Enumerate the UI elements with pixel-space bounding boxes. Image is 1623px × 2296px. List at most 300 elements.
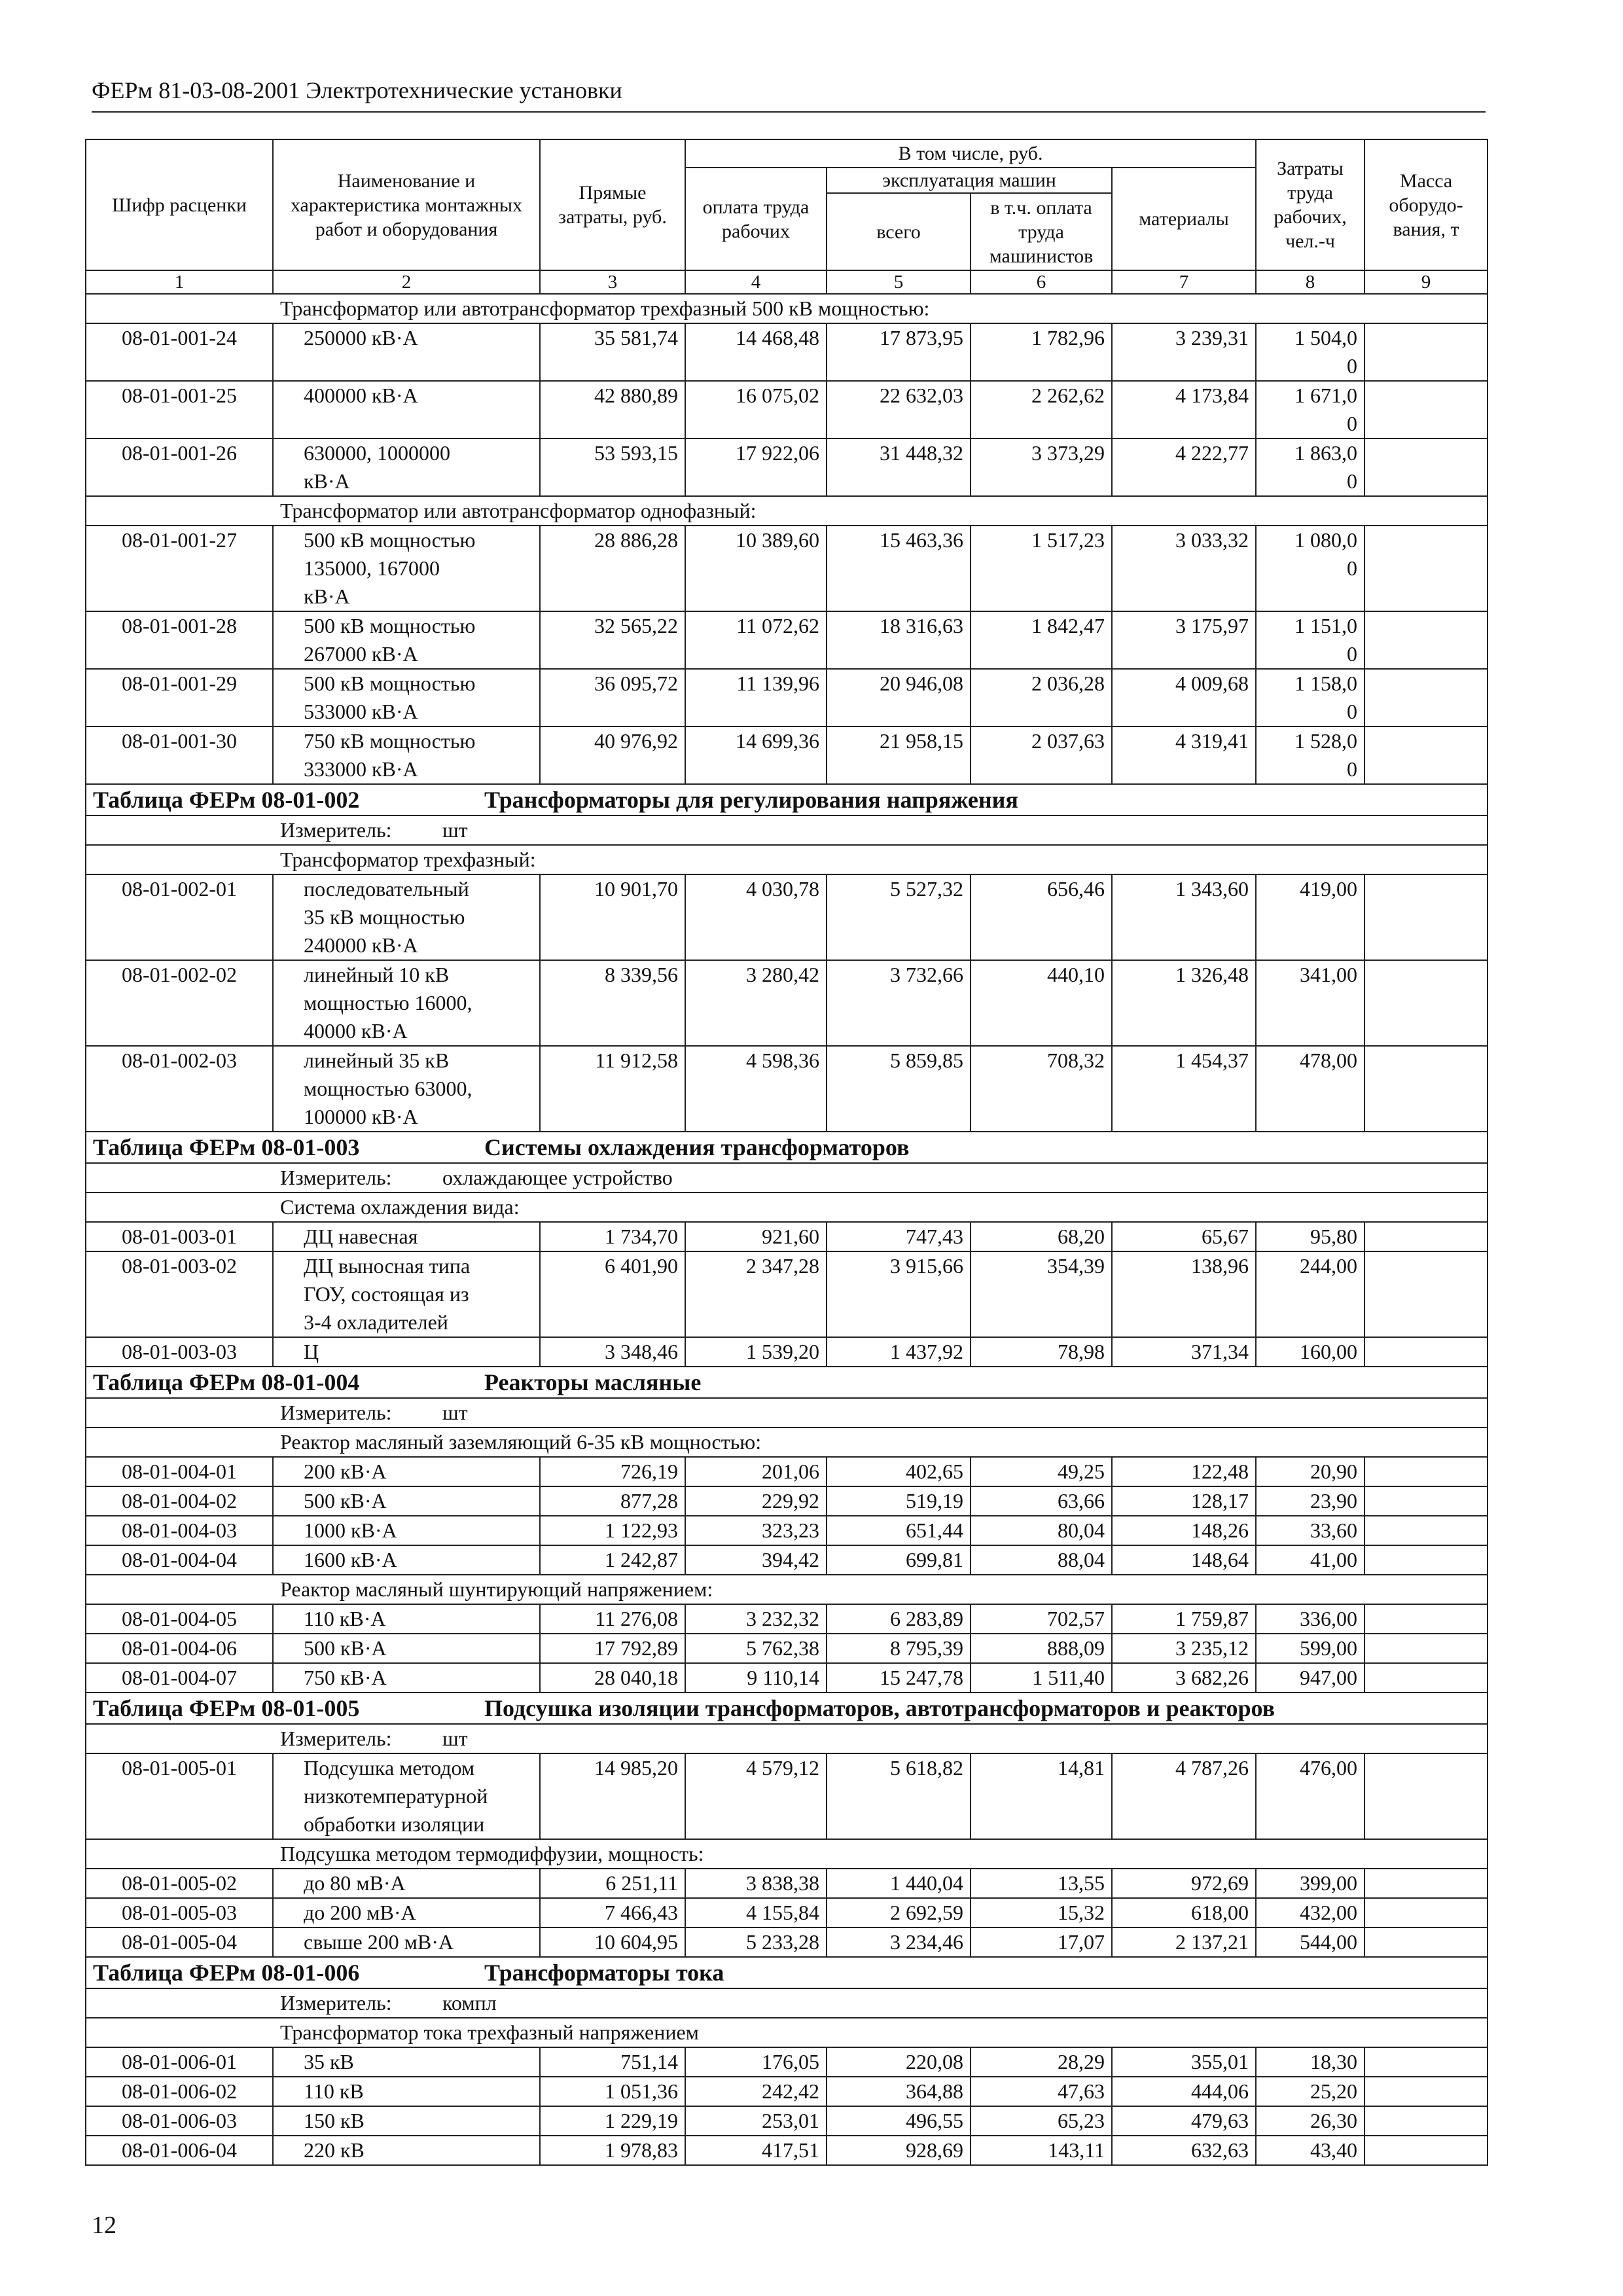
machines-total: 3 234,46	[827, 1928, 971, 1957]
measure-label: Измеритель:	[280, 818, 392, 842]
machines-total: 1 437,92	[827, 1337, 971, 1367]
work-name: свыше 200 мВ·А	[273, 1928, 540, 1957]
direct-cost: 11 276,08	[540, 1604, 685, 1634]
table-title-text: Подсушка изоляции трансформаторов, автотрансформаторов и реакторов	[484, 1695, 1275, 1721]
group-heading	[86, 294, 1488, 323]
measure-row	[86, 1988, 1488, 2018]
labor-pay: 417,51	[685, 2136, 827, 2165]
labor-hours: 1 504,0 0	[1256, 323, 1364, 381]
materials-cost: 1 759,87	[1112, 1604, 1256, 1634]
labor-hours: 41,00	[1256, 1545, 1364, 1575]
measure-unit	[86, 1988, 1488, 2018]
materials-cost: 4 009,68	[1112, 669, 1256, 726]
labor-hours: 341,00	[1256, 960, 1364, 1046]
materials-cost: 1 343,60	[1112, 874, 1256, 960]
machines-total: 5 859,85	[827, 1046, 971, 1132]
rate-code: 08-01-001-29	[86, 669, 273, 726]
group-heading	[86, 1575, 1488, 1604]
labor-hours: 26,30	[1256, 2106, 1364, 2136]
equipment-mass	[1364, 611, 1488, 669]
direct-cost: 10 901,70	[540, 874, 685, 960]
column-number: 2	[273, 270, 540, 294]
materials-cost: 371,34	[1112, 1337, 1256, 1367]
table-row	[86, 1869, 1488, 1898]
work-name: 500 кВ·А	[273, 1486, 540, 1516]
machines-total: 928,69	[827, 2136, 971, 2165]
machinists-pay: 3 373,29	[971, 439, 1112, 496]
table-title	[86, 1132, 1488, 1163]
table-row	[86, 1545, 1488, 1575]
table-row	[86, 611, 1488, 669]
measure-row	[86, 1163, 1488, 1193]
table-row	[86, 323, 1488, 381]
materials-cost: 3 175,97	[1112, 611, 1256, 669]
materials-cost: 4 787,26	[1112, 1753, 1256, 1839]
header-code: Шифр расценки	[86, 139, 273, 270]
materials-cost: 632,63	[1112, 2136, 1256, 2165]
machinists-pay: 78,98	[971, 1337, 1112, 1367]
rate-code: 08-01-004-07	[86, 1663, 273, 1693]
machinists-pay: 28,29	[971, 2047, 1112, 2077]
labor-pay: 17 922,06	[685, 439, 827, 496]
work-name: до 80 мВ·А	[273, 1869, 540, 1898]
materials-cost: 444,06	[1112, 2077, 1256, 2106]
measure-row	[86, 1398, 1488, 1427]
machinists-pay: 68,20	[971, 1222, 1112, 1251]
table-row	[86, 2047, 1488, 2077]
rate-code: 08-01-006-04	[86, 2136, 273, 2165]
machines-total: 8 795,39	[827, 1634, 971, 1663]
machinists-pay: 354,39	[971, 1251, 1112, 1337]
materials-cost: 618,00	[1112, 1898, 1256, 1928]
labor-pay: 9 110,14	[685, 1663, 827, 1693]
materials-cost: 65,67	[1112, 1222, 1256, 1251]
labor-hours: 419,00	[1256, 874, 1364, 960]
direct-cost: 40 976,92	[540, 726, 685, 784]
rate-code: 08-01-005-03	[86, 1898, 273, 1928]
page-number: 12	[92, 2212, 116, 2239]
direct-cost: 11 912,58	[540, 1046, 685, 1132]
work-name: 110 кВ·А	[273, 1604, 540, 1634]
machinists-pay: 708,32	[971, 1046, 1112, 1132]
table-title-row	[86, 1367, 1488, 1398]
equipment-mass	[1364, 1898, 1488, 1928]
machinists-pay: 80,04	[971, 1516, 1112, 1545]
work-name: 1000 кВ·А	[273, 1516, 540, 1545]
column-numbers-row	[86, 270, 1488, 294]
measure-row	[86, 816, 1488, 845]
machines-total: 15 247,78	[827, 1663, 971, 1693]
labor-hours: 478,00	[1256, 1046, 1364, 1132]
table-row	[86, 1634, 1488, 1663]
rate-code: 08-01-004-04	[86, 1545, 273, 1575]
labor-pay: 921,60	[685, 1222, 827, 1251]
labor-pay: 5 762,38	[685, 1634, 827, 1663]
labor-hours: 33,60	[1256, 1516, 1364, 1545]
machinists-pay: 15,32	[971, 1898, 1112, 1928]
measure-label: Измеритель:	[280, 1991, 392, 2015]
machines-total: 5 527,32	[827, 874, 971, 960]
table-row	[86, 1251, 1488, 1337]
direct-cost: 32 565,22	[540, 611, 685, 669]
materials-cost: 3 239,31	[1112, 323, 1256, 381]
machines-total: 651,44	[827, 1516, 971, 1545]
machines-total: 2 692,59	[827, 1898, 971, 1928]
header-direct-cost: Прямые затраты, руб.	[540, 139, 685, 270]
rate-code: 08-01-005-02	[86, 1869, 273, 1898]
labor-hours: 1 158,0 0	[1256, 669, 1364, 726]
direct-cost: 28 040,18	[540, 1663, 685, 1693]
labor-pay: 323,23	[685, 1516, 827, 1545]
machines-total: 364,88	[827, 2077, 971, 2106]
column-number: 3	[540, 270, 685, 294]
materials-cost: 4 319,41	[1112, 726, 1256, 784]
direct-cost: 35 581,74	[540, 323, 685, 381]
machinists-pay: 888,09	[971, 1634, 1112, 1663]
rate-code: 08-01-004-03	[86, 1516, 273, 1545]
equipment-mass	[1364, 874, 1488, 960]
work-name: ДЦ навесная	[273, 1222, 540, 1251]
work-name: 630000, 1000000 кВ·А	[273, 439, 540, 496]
machines-total: 496,55	[827, 2106, 971, 2136]
table-code: Таблица ФЕРм 08-01-003	[93, 1134, 360, 1160]
header-machinists: в т.ч. оплата труда машинистов	[971, 193, 1112, 270]
table-row	[86, 381, 1488, 439]
labor-hours: 1 080,0 0	[1256, 526, 1364, 611]
table-row	[86, 2106, 1488, 2136]
equipment-mass	[1364, 2047, 1488, 2077]
measure-value: шт	[442, 818, 468, 842]
group-heading-text: Реактор масляный заземляющий 6-35 кВ мощностью:	[280, 1430, 762, 1454]
header-mass: Масса оборудо-вания, т	[1364, 139, 1488, 270]
equipment-mass	[1364, 726, 1488, 784]
labor-pay: 11 072,62	[685, 611, 827, 669]
table-title-text: Реакторы масляные	[484, 1369, 702, 1395]
column-number: 9	[1364, 270, 1488, 294]
table-row	[86, 1516, 1488, 1545]
direct-cost: 8 339,56	[540, 960, 685, 1046]
group-heading-text: Трансформатор или автотрансформатор трехфазный 500 кВ мощностью:	[280, 296, 930, 320]
equipment-mass	[1364, 526, 1488, 611]
measure-value: шт	[442, 1401, 468, 1424]
materials-cost: 3 033,32	[1112, 526, 1256, 611]
table-row	[86, 2136, 1488, 2165]
group-heading-row	[86, 2018, 1488, 2047]
machinists-pay: 2 036,28	[971, 669, 1112, 726]
machinists-pay: 702,57	[971, 1604, 1112, 1634]
materials-cost: 2 137,21	[1112, 1928, 1256, 1957]
labor-pay: 3 232,32	[685, 1604, 827, 1634]
group-heading-row	[86, 1193, 1488, 1222]
machines-total: 22 632,03	[827, 381, 971, 439]
rate-code: 08-01-005-04	[86, 1928, 273, 1957]
work-name: 500 кВ·А	[273, 1634, 540, 1663]
rate-code: 08-01-004-05	[86, 1604, 273, 1634]
table-title-text: Трансформаторы для регулирования напряжения	[484, 787, 1018, 813]
rate-code: 08-01-002-03	[86, 1046, 273, 1132]
machines-total: 1 440,04	[827, 1869, 971, 1898]
machines-total: 3 732,66	[827, 960, 971, 1046]
equipment-mass	[1364, 1222, 1488, 1251]
labor-pay: 4 579,12	[685, 1753, 827, 1839]
labor-pay: 242,42	[685, 2077, 827, 2106]
direct-cost: 726,19	[540, 1457, 685, 1486]
table-row	[86, 1663, 1488, 1693]
equipment-mass	[1364, 2106, 1488, 2136]
table-row	[86, 439, 1488, 496]
rate-code: 08-01-004-02	[86, 1486, 273, 1516]
labor-pay: 253,01	[685, 2106, 827, 2136]
equipment-mass	[1364, 1486, 1488, 1516]
work-name: линейный 35 кВ мощностью 63000, 100000 кВ·А	[273, 1046, 540, 1132]
machinists-pay: 17,07	[971, 1928, 1112, 1957]
column-number: 5	[827, 270, 971, 294]
equipment-mass	[1364, 1457, 1488, 1486]
labor-pay: 2 347,28	[685, 1251, 827, 1337]
rate-code: 08-01-003-01	[86, 1222, 273, 1251]
equipment-mass	[1364, 1753, 1488, 1839]
materials-cost: 3 235,12	[1112, 1634, 1256, 1663]
table-body	[86, 294, 1488, 2165]
measure-value: шт	[442, 1727, 468, 1750]
table-title-row	[86, 784, 1488, 816]
direct-cost: 10 604,95	[540, 1928, 685, 1957]
measure-unit	[86, 1724, 1488, 1753]
machinists-pay: 14,81	[971, 1753, 1112, 1839]
table-title	[86, 1367, 1488, 1398]
work-name: линейный 10 кВ мощностью 16000, 40000 кВ·А	[273, 960, 540, 1046]
group-heading-text: Реактор масляный шунтирующий напряжением:	[280, 1577, 713, 1601]
group-heading	[86, 2018, 1488, 2047]
header-including: В том числе, руб.	[685, 139, 1256, 168]
labor-hours: 1 863,0 0	[1256, 439, 1364, 496]
table-title	[86, 1957, 1488, 1988]
group-heading	[86, 1839, 1488, 1869]
machines-total: 18 316,63	[827, 611, 971, 669]
machines-total: 220,08	[827, 2047, 971, 2077]
machines-total: 6 283,89	[827, 1604, 971, 1634]
table-row	[86, 1486, 1488, 1516]
table-code: Таблица ФЕРм 08-01-004	[93, 1369, 360, 1395]
equipment-mass	[1364, 1545, 1488, 1575]
machinists-pay: 143,11	[971, 2136, 1112, 2165]
labor-hours: 160,00	[1256, 1337, 1364, 1367]
group-heading-row	[86, 1427, 1488, 1457]
work-name: 200 кВ·А	[273, 1457, 540, 1486]
labor-hours: 336,00	[1256, 1604, 1364, 1634]
rate-code: 08-01-003-03	[86, 1337, 273, 1367]
equipment-mass	[1364, 1337, 1488, 1367]
table-code: Таблица ФЕРм 08-01-006	[93, 1960, 360, 1986]
machinists-pay: 49,25	[971, 1457, 1112, 1486]
column-number: 1	[86, 270, 273, 294]
direct-cost: 1 122,93	[540, 1516, 685, 1545]
measure-unit	[86, 1398, 1488, 1427]
labor-hours: 1 528,0 0	[1256, 726, 1364, 784]
group-heading	[86, 1427, 1488, 1457]
labor-pay: 11 139,96	[685, 669, 827, 726]
direct-cost: 1 229,19	[540, 2106, 685, 2136]
table-row	[86, 960, 1488, 1046]
labor-hours: 399,00	[1256, 1869, 1364, 1898]
machines-total: 15 463,36	[827, 526, 971, 611]
work-name: Ц	[273, 1337, 540, 1367]
equipment-mass	[1364, 439, 1488, 496]
direct-cost: 7 466,43	[540, 1898, 685, 1928]
machinists-pay: 1 511,40	[971, 1663, 1112, 1693]
header-machines: эксплуатация машин	[827, 168, 1112, 193]
header-machines-total: всего	[827, 193, 971, 270]
labor-hours: 544,00	[1256, 1928, 1364, 1957]
direct-cost: 28 886,28	[540, 526, 685, 611]
labor-pay: 5 233,28	[685, 1928, 827, 1957]
equipment-mass	[1364, 2136, 1488, 2165]
work-name: ДЦ выносная типа ГОУ, состоящая из 3-4 охладителей	[273, 1251, 540, 1337]
materials-cost: 148,26	[1112, 1516, 1256, 1545]
labor-pay: 229,92	[685, 1486, 827, 1516]
equipment-mass	[1364, 1046, 1488, 1132]
materials-cost: 122,48	[1112, 1457, 1256, 1486]
column-number: 6	[971, 270, 1112, 294]
measure-unit	[86, 1163, 1488, 1193]
work-name: 110 кВ	[273, 2077, 540, 2106]
measure-label: Измеритель:	[280, 1401, 392, 1424]
materials-cost: 3 682,26	[1112, 1663, 1256, 1693]
table-row	[86, 526, 1488, 611]
direct-cost: 3 348,46	[540, 1337, 685, 1367]
direct-cost: 1 051,36	[540, 2077, 685, 2106]
materials-cost: 128,17	[1112, 1486, 1256, 1516]
group-heading-row	[86, 496, 1488, 526]
group-heading	[86, 496, 1488, 526]
rate-code: 08-01-001-30	[86, 726, 273, 784]
labor-pay: 16 075,02	[685, 381, 827, 439]
group-heading-text: Подсушка методом термодиффузии, мощность:	[280, 1842, 704, 1865]
rate-code: 08-01-002-02	[86, 960, 273, 1046]
machinists-pay: 47,63	[971, 2077, 1112, 2106]
labor-hours: 1 671,0 0	[1256, 381, 1364, 439]
work-name: 220 кВ	[273, 2136, 540, 2165]
rate-code: 08-01-001-27	[86, 526, 273, 611]
table-row	[86, 874, 1488, 960]
machines-total: 699,81	[827, 1545, 971, 1575]
group-heading-text: Трансформатор трехфазный:	[280, 848, 536, 871]
table-code: Таблица ФЕРм 08-01-002	[93, 787, 360, 813]
equipment-mass	[1364, 1634, 1488, 1663]
direct-cost: 751,14	[540, 2047, 685, 2077]
table-title-row	[86, 1132, 1488, 1163]
table-row	[86, 1337, 1488, 1367]
machines-total: 519,19	[827, 1486, 971, 1516]
machines-total: 3 915,66	[827, 1251, 971, 1337]
labor-hours: 20,90	[1256, 1457, 1364, 1486]
work-name: 150 кВ	[273, 2106, 540, 2136]
work-name: 400000 кВ·А	[273, 381, 540, 439]
direct-cost: 6 401,90	[540, 1251, 685, 1337]
rate-code: 08-01-005-01	[86, 1753, 273, 1839]
group-heading-row	[86, 294, 1488, 323]
table-title	[86, 1693, 1488, 1724]
table-row	[86, 1898, 1488, 1928]
table-title-row	[86, 1957, 1488, 1988]
machinists-pay: 440,10	[971, 960, 1112, 1046]
materials-cost: 4 173,84	[1112, 381, 1256, 439]
direct-cost: 36 095,72	[540, 669, 685, 726]
labor-hours: 1 151,0 0	[1256, 611, 1364, 669]
table-row	[86, 1928, 1488, 1957]
work-name: последовательный 35 кВ мощностью 240000 кВ·А	[273, 874, 540, 960]
labor-pay: 176,05	[685, 2047, 827, 2077]
header-labor-cost: Затраты труда рабочих, чел.-ч	[1256, 139, 1364, 270]
rate-code: 08-01-006-03	[86, 2106, 273, 2136]
machines-total: 5 618,82	[827, 1753, 971, 1839]
table-row	[86, 1604, 1488, 1634]
table-code: Таблица ФЕРм 08-01-005	[93, 1695, 360, 1721]
materials-cost: 1 454,37	[1112, 1046, 1256, 1132]
group-heading	[86, 1193, 1488, 1222]
group-heading-row	[86, 845, 1488, 874]
rate-code: 08-01-002-01	[86, 874, 273, 960]
measure-value: охлаждающее устройство	[442, 1166, 673, 1189]
machinists-pay: 65,23	[971, 2106, 1112, 2136]
measure-unit	[86, 816, 1488, 845]
equipment-mass	[1364, 2077, 1488, 2106]
table-row	[86, 1457, 1488, 1486]
equipment-mass	[1364, 1663, 1488, 1693]
page-header: ФЕРм 81-03-08-2001 Электротехнические установки	[92, 73, 1486, 113]
direct-cost: 17 792,89	[540, 1634, 685, 1663]
machinists-pay: 656,46	[971, 874, 1112, 960]
table-row	[86, 1046, 1488, 1132]
work-name: 1600 кВ·А	[273, 1545, 540, 1575]
table-row	[86, 2077, 1488, 2106]
rate-code: 08-01-003-02	[86, 1251, 273, 1337]
machines-total: 21 958,15	[827, 726, 971, 784]
work-name: 250000 кВ·А	[273, 323, 540, 381]
rate-code: 08-01-006-01	[86, 2047, 273, 2077]
header-labor-pay: оплата труда рабочих	[685, 168, 827, 270]
machinists-pay: 1 517,23	[971, 526, 1112, 611]
machinists-pay: 63,66	[971, 1486, 1112, 1516]
machines-total: 31 448,32	[827, 439, 971, 496]
header-name: Наименование и характеристика монтажных работ и оборудования	[273, 139, 540, 270]
materials-cost: 138,96	[1112, 1251, 1256, 1337]
rate-code: 08-01-004-01	[86, 1457, 273, 1486]
direct-cost: 14 985,20	[540, 1753, 685, 1839]
equipment-mass	[1364, 960, 1488, 1046]
labor-hours: 599,00	[1256, 1634, 1364, 1663]
equipment-mass	[1364, 1604, 1488, 1634]
direct-cost: 877,28	[540, 1486, 685, 1516]
column-number: 4	[685, 270, 827, 294]
table-row	[86, 1222, 1488, 1251]
equipment-mass	[1364, 1869, 1488, 1898]
work-name: 35 кВ	[273, 2047, 540, 2077]
machinists-pay: 13,55	[971, 1869, 1112, 1898]
machines-total: 402,65	[827, 1457, 971, 1486]
group-heading	[86, 845, 1488, 874]
labor-pay: 1 539,20	[685, 1337, 827, 1367]
table-title-text: Трансформаторы тока	[484, 1960, 724, 1986]
work-name: 500 кВ мощностью 533000 кВ·А	[273, 669, 540, 726]
labor-pay: 10 389,60	[685, 526, 827, 611]
table-header	[86, 139, 1488, 294]
labor-hours: 18,30	[1256, 2047, 1364, 2077]
labor-pay: 3 838,38	[685, 1869, 827, 1898]
labor-hours: 43,40	[1256, 2136, 1364, 2165]
machinists-pay: 1 842,47	[971, 611, 1112, 669]
equipment-mass	[1364, 669, 1488, 726]
